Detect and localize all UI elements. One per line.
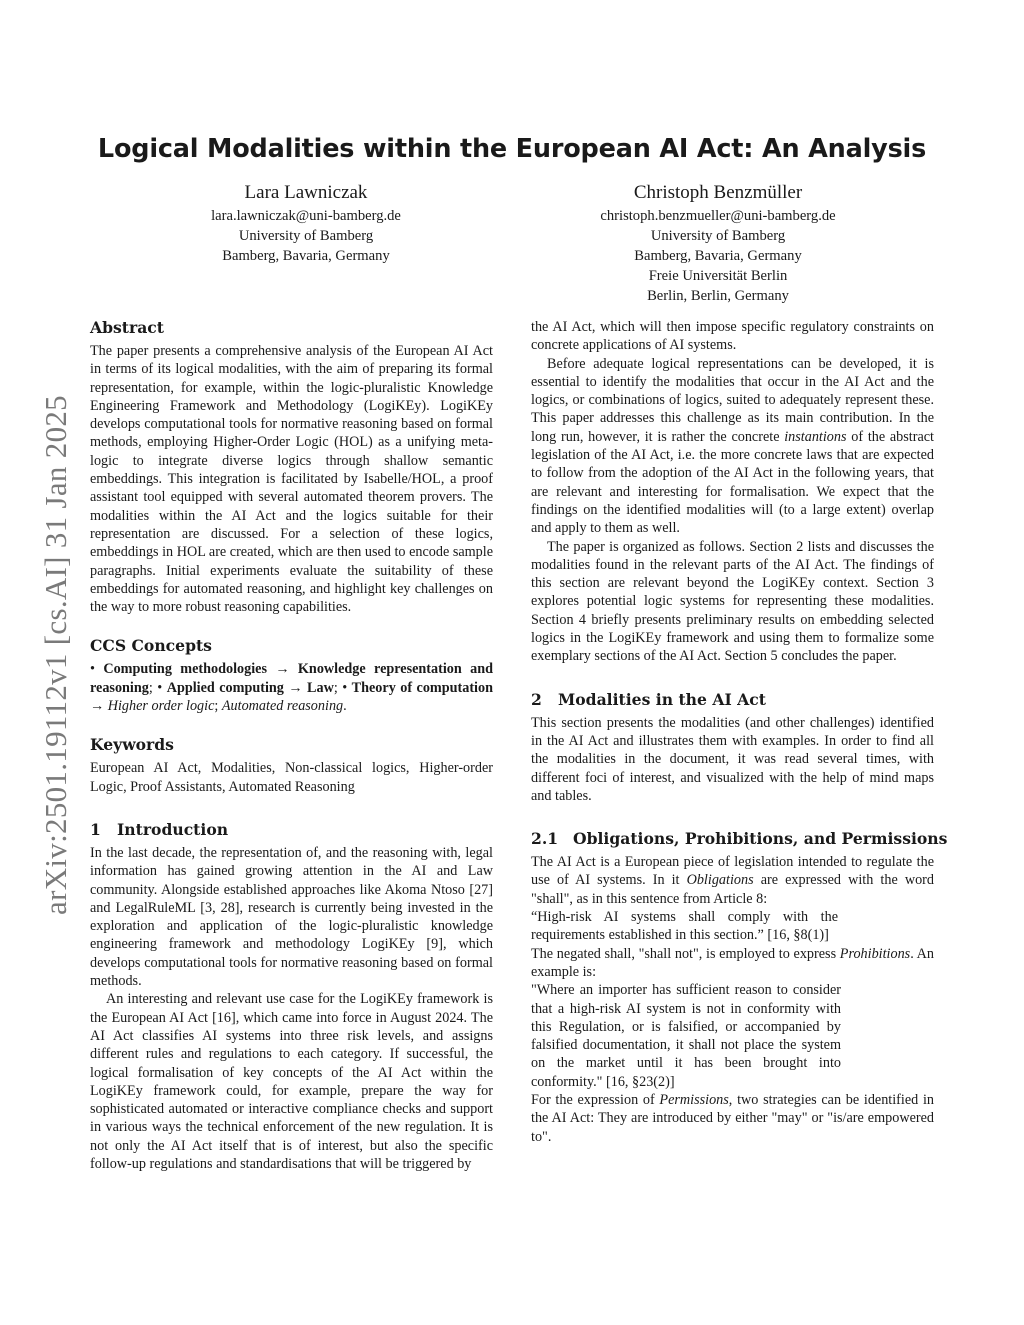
author-affiliation: University of Bamberg [650, 228, 786, 244]
ccs-concept-2-sub: Law [307, 679, 334, 696]
ccs-concept-3: Theory of computation [351, 679, 493, 696]
author-block-1 [106, 179, 506, 266]
intro-paragraph-3: Before adequate logical representations can be developed, it is essential to identify the modalities that occur in the AI Act and the logics, or combinations of logics, suited to adequately represent these. This paper addresses this challenge as its main contribution. In the long run, however, it is rather the concrete instantions of the abstract legislation of the AI Act, i.e. the more concrete laws that are expected to follow from the adoption of the AI Act in the following years, that are relevant and interesting for formalisation. We expect that the findings on the identified modalities will (to a large extent) overlap and apply to them as well. [531, 355, 935, 537]
block-quote-2: "Where an importer has sufficient reason to consider that a high-risk AI system is not in conformity with this Regulation, or is falsified, or accompanied by falsified documentation, it shall not place the system on the market until it has been brought into conformity." [16, §23(2)] [531, 982, 841, 1090]
author-affiliation: University of Bamberg [238, 228, 374, 244]
intro-paragraph-2: An interesting and relevant use case for the LogiKEy framework is the European AI Act [16], which came into force in August 2024. The AI Act classifies AI systems into three risk levels, and assigns different rules and regulations to each category. If successful, the logical formalisation of key concepts of the AI Act within the LogiKEy framework could, for example, prepare the way for sophisticated automated or interactive compliance checks and support in various ways the technical enforcement of the new regulation. It is not only the AI Act itself that is of interest, but also the specific follow-up regulations and standardisations that will be triggered by [90, 991, 493, 1172]
right-column [531, 318, 948, 1146]
arxiv-identifier: arXiv:2501.19112v1 [cs.AI] 31 Jan 2025 [38, 395, 73, 915]
keywords-text: European AI Act, Modalities, Non-classical logics, Higher-order Logic, Proof Assistants, Automated Reasoning [90, 760, 493, 795]
section-number: 2 [531, 689, 542, 709]
section-title: Modalities in the AI Act [558, 689, 766, 709]
section-2-1-paragraph-2: The negated shall, "shall not", is employed to express Prohibitions. An example is: [531, 945, 934, 980]
section-2-1-heading [531, 829, 948, 849]
emphasis-instantions: instantions [784, 428, 847, 445]
ccs-concept-1: Computing methodologies [103, 661, 267, 678]
section-title: Introduction [117, 819, 229, 839]
emphasis-prohibitions: Prohibitions [839, 945, 911, 962]
ccs-concepts: • Computing methodologies → Knowledge representation and reasoning; • Applied computing → Law; • Theory of computation → Higher order logic; Automated reasoning. [90, 661, 494, 715]
author-location: Bamberg, Bavaria, Germany [634, 248, 802, 264]
section-2-heading [531, 690, 934, 710]
author-name: Christoph Benzmüller [633, 182, 803, 203]
keywords-heading: Keywords [90, 735, 174, 755]
intro-paragraph-continued: the AI Act, which will then impose specific regulatory constraints on concrete applications of AI systems. [531, 319, 934, 354]
block-quote-1: “High-risk AI systems shall comply with the requirements established in this section.” [16, §8(1)] [531, 909, 838, 944]
intro-paragraph-1: In the last decade, the representation of, and the reasoning with, legal information has gained growing attention in the AI and Law community. Alongside established approaches like Akoma Ntoso [27] and LegalRuleML [3, 28], research is currently being invested in the exploration and application of the logic-pluralistic knowledge engineering framework and methodology LogiKEy [9], which develops computational tools for normative reasoning based on formal methods. [90, 844, 493, 990]
emphasis-permissions: Permissions [659, 1091, 729, 1108]
abstract-text: The paper presents a comprehensive analysis of the European AI Act in terms of its logical modalities, with the aim of preparing its formal representation, for example, within the logic-pluralistic Knowledge Engineering Framework and Methodology (LogiKEy). LogiKEy develops computational tools for normative reasoning based on formal methods, employing Higher-Order Logic (HOL) as a unifying meta-logic to integrate diverse logics through shallow semantic embeddings. This integration is facilitated by Isabelle/HOL, a proof assistant tool equipped with several automated theorem provers. The modalities within the AI Act and the logics suitable for their representation are discussed. For a selection of these logics, embeddings in HOL are created, which are then used to encode sample paragraphs. Initial experiments evaluate the suitability of these embeddings for automated reasoning, and highlight key challenges on the way to more robust reasoning capabilities. [90, 343, 493, 616]
ccs-concept-3-sub-2: Automated reasoning [221, 698, 344, 715]
intro-heading [90, 820, 493, 840]
section-2-1-paragraph-3: For the expression of Permissions, two strategies can be identified in the AI Act: They are introduced by either "may" or "is/are empowered to". [531, 1091, 934, 1145]
page-title: Logical Modalities within the European AI Act: An Analysis [97, 134, 927, 164]
emphasis-obligations: Obligations [686, 872, 754, 889]
author-name: Lara Lawniczak [244, 182, 368, 203]
author-location-2: Berlin, Berlin, Germany [647, 288, 789, 304]
abstract-heading: Abstract [90, 318, 165, 337]
ccs-concept-3-sub-1: Higher order logic [107, 698, 215, 715]
author-email: lara.lawniczak@uni-bamberg.de [211, 208, 401, 224]
intro-paragraph-4: The paper is organized as follows. Section 2 lists and discusses the modalities found in the relevant parts of the AI Act. The findings of this section are relevant beyond the LogiKEy context. Section 3 explores potential logic systems for representing these modalities. Section 4 briefly presents preliminary results on embedding selected logics in the LogiKEy framework and using them to formalize some exemplary sections of the AI Act. Section 5 concludes the paper. [531, 538, 934, 665]
left-column [90, 318, 493, 1173]
section-2-1-paragraph-1: The AI Act is a European piece of legislation intended to regulate the use of AI systems. In it Obligations are expressed with the word "shall", as in this sentence from Article 8: [531, 854, 934, 907]
section-2-paragraph: This section presents the modalities (and other challenges) identified in the AI Act and illustrates them with examples. In order to find all the modalities in the document, it was read several times, with different foci of interest, and visualized with the help of mind maps and tables. [531, 714, 934, 804]
author-block-2 [518, 179, 918, 306]
author-email: christoph.benzmueller@uni-bamberg.de [600, 208, 836, 224]
ccs-concept-1-sub: Knowledge representation and reasoning [90, 661, 494, 696]
ccs-heading: CCS Concepts [90, 636, 212, 656]
section-title: Obligations, Prohibitions, and Permissions [573, 829, 948, 849]
section-number: 2.1 [531, 829, 559, 849]
section-number: 1 [90, 819, 101, 839]
author-affiliation-2: Freie Universität Berlin [648, 268, 788, 284]
author-location: Bamberg, Bavaria, Germany [222, 248, 390, 264]
ccs-concept-2: Applied computing [166, 679, 284, 696]
